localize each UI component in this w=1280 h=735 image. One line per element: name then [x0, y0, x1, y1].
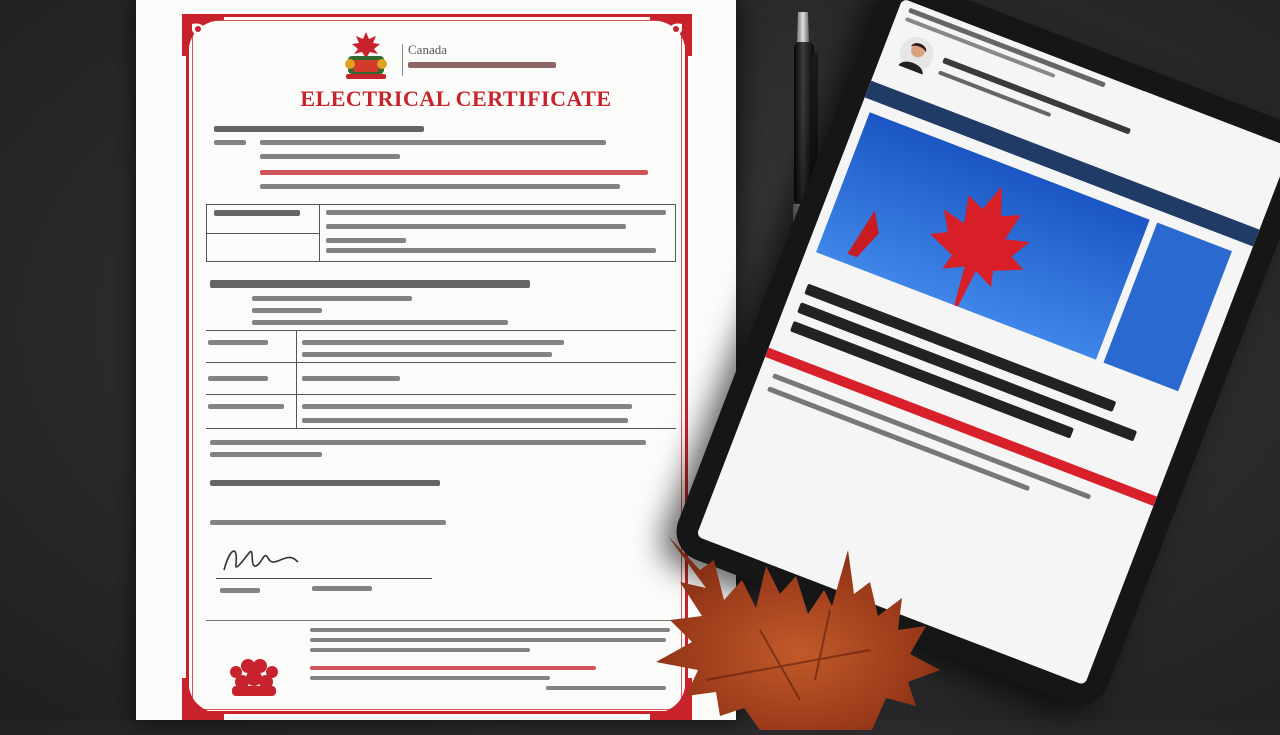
corner-ornament-icon	[648, 12, 694, 58]
corner-ornament-icon	[180, 12, 226, 58]
certificate-inner-border	[192, 20, 682, 710]
issuer-divider	[402, 44, 403, 76]
section-heading-scribble	[210, 280, 530, 288]
corner-ornament-icon	[180, 676, 226, 722]
avatar	[895, 32, 939, 76]
issuer-subtitle-scribble	[408, 62, 556, 68]
certificate-title: ELECTRICAL CERTIFICATE	[300, 86, 612, 111]
hero-image	[816, 112, 1150, 360]
issuer-name: Canada	[408, 42, 447, 57]
maple-seal-icon	[224, 652, 284, 702]
maple-leaf	[640, 530, 950, 730]
signature-line	[216, 578, 432, 579]
handwritten-signature	[220, 538, 300, 578]
coat-of-arms-icon	[338, 30, 394, 82]
